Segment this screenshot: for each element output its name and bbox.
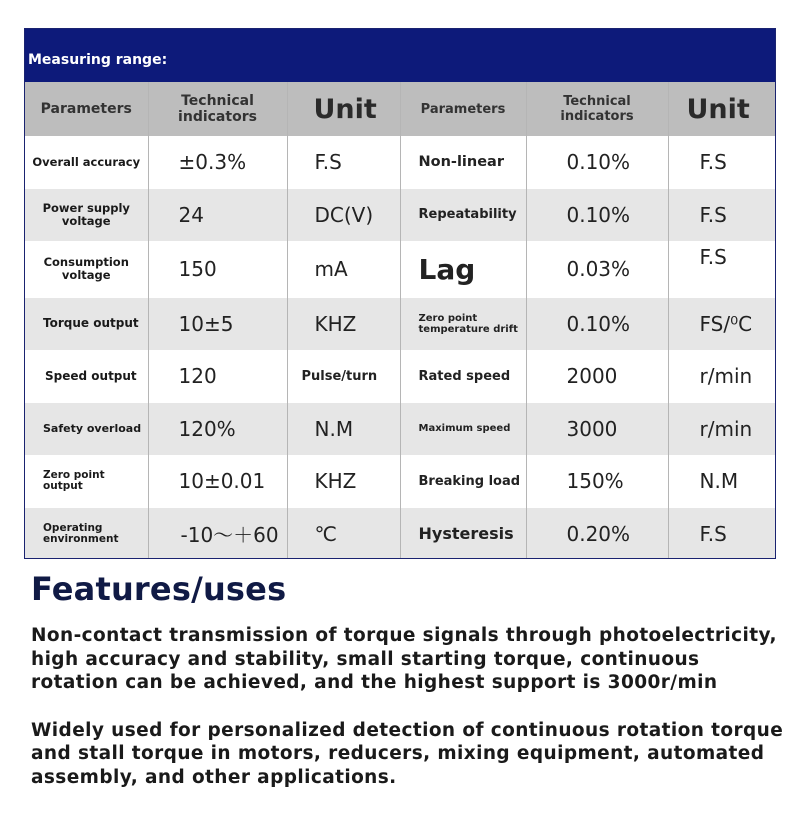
param-left: Safety overload [25, 403, 148, 456]
header-unit-right: Unit [668, 82, 775, 136]
unit-right: F.S [668, 189, 775, 242]
table-row [25, 350, 775, 403]
unit-left: Pulse/turn [287, 350, 400, 403]
table-row [25, 508, 775, 560]
unit-left: DC(V) [287, 189, 400, 242]
header-technical-indicators-right: Technical indicators [526, 82, 668, 136]
header-parameters-right: Parameters [400, 82, 526, 136]
features-section [31, 570, 791, 813]
value-left: ±0.3% [148, 136, 287, 189]
param-right: Repeatability [400, 189, 526, 242]
value-right: 150% [526, 455, 668, 508]
value-left: 10±0.01 [148, 455, 287, 508]
param-left: Power supply voltage [25, 189, 148, 242]
param-right: Lag [400, 241, 526, 298]
value-right: 0.10% [526, 136, 668, 189]
value-right: 2000 [526, 350, 668, 403]
value-right: 0.10% [526, 189, 668, 242]
value-left: 150 [148, 241, 287, 298]
param-right: Maximum speed [400, 403, 526, 456]
header-unit: Unit [287, 82, 400, 136]
unit-right: F.S [668, 508, 775, 560]
unit-left: KHZ [287, 455, 400, 508]
param-right: Zero point temperature drift [400, 298, 526, 351]
header-technical-indicators: Technical indicators [148, 82, 287, 136]
table-row [25, 403, 775, 456]
param-left: Consumption voltage [25, 241, 148, 298]
unit-left: N.M [287, 403, 400, 456]
measuring-range-table [24, 28, 776, 559]
param-right: Rated speed [400, 350, 526, 403]
value-right: 0.20% [526, 508, 668, 560]
unit-right: F.S [668, 241, 775, 298]
unit-left: KHZ [287, 298, 400, 351]
param-right: Hysteresis [400, 508, 526, 560]
value-left: 10±5 [148, 298, 287, 351]
value-left: -10～＋60 [148, 508, 287, 560]
table-row [25, 189, 775, 242]
unit-right: N.M [668, 455, 775, 508]
features-paragraph-1: Non-contact transmission of torque signals through photoelectricity, high accuracy and stability, small starting torque, continuous rotation can be achieved, and the highest support is 3000r/min [31, 625, 777, 693]
param-left: Zero point output [25, 455, 148, 508]
unit-right: FS/⁰C [668, 298, 775, 351]
param-left: Operating environment [25, 508, 148, 560]
table-row [25, 298, 775, 351]
table-row [25, 136, 775, 189]
unit-right: r/min [668, 403, 775, 456]
unit-left: F.S [287, 136, 400, 189]
unit-right: F.S [668, 136, 775, 189]
value-right: 3000 [526, 403, 668, 456]
header-parameters: Parameters [25, 82, 148, 136]
unit-left: ℃ [287, 508, 400, 560]
table-header-row [25, 82, 775, 136]
param-right: Non-linear [400, 136, 526, 189]
unit-right: r/min [668, 350, 775, 403]
param-left: Speed output [25, 350, 148, 403]
measuring-range-title: Measuring range: [25, 29, 775, 82]
features-paragraph-2: Widely used for personalized detection of continuous rotation torque and stall torque in motors, reducers, mixing equipment, automated assembly, and other applications. [31, 719, 784, 788]
param-left: Overall accuracy [25, 136, 148, 189]
value-left: 120% [148, 403, 287, 456]
value-right: 0.03% [526, 241, 668, 298]
param-right: Breaking load [400, 455, 526, 508]
features-heading: Features/uses [31, 570, 287, 608]
table-row [25, 241, 775, 298]
unit-left: mA [287, 241, 400, 298]
spec-table [25, 82, 775, 559]
table-row [25, 455, 775, 508]
value-left: 24 [148, 189, 287, 242]
value-left: 120 [148, 350, 287, 403]
param-left: Torque output [25, 298, 148, 351]
value-right: 0.10% [526, 298, 668, 351]
